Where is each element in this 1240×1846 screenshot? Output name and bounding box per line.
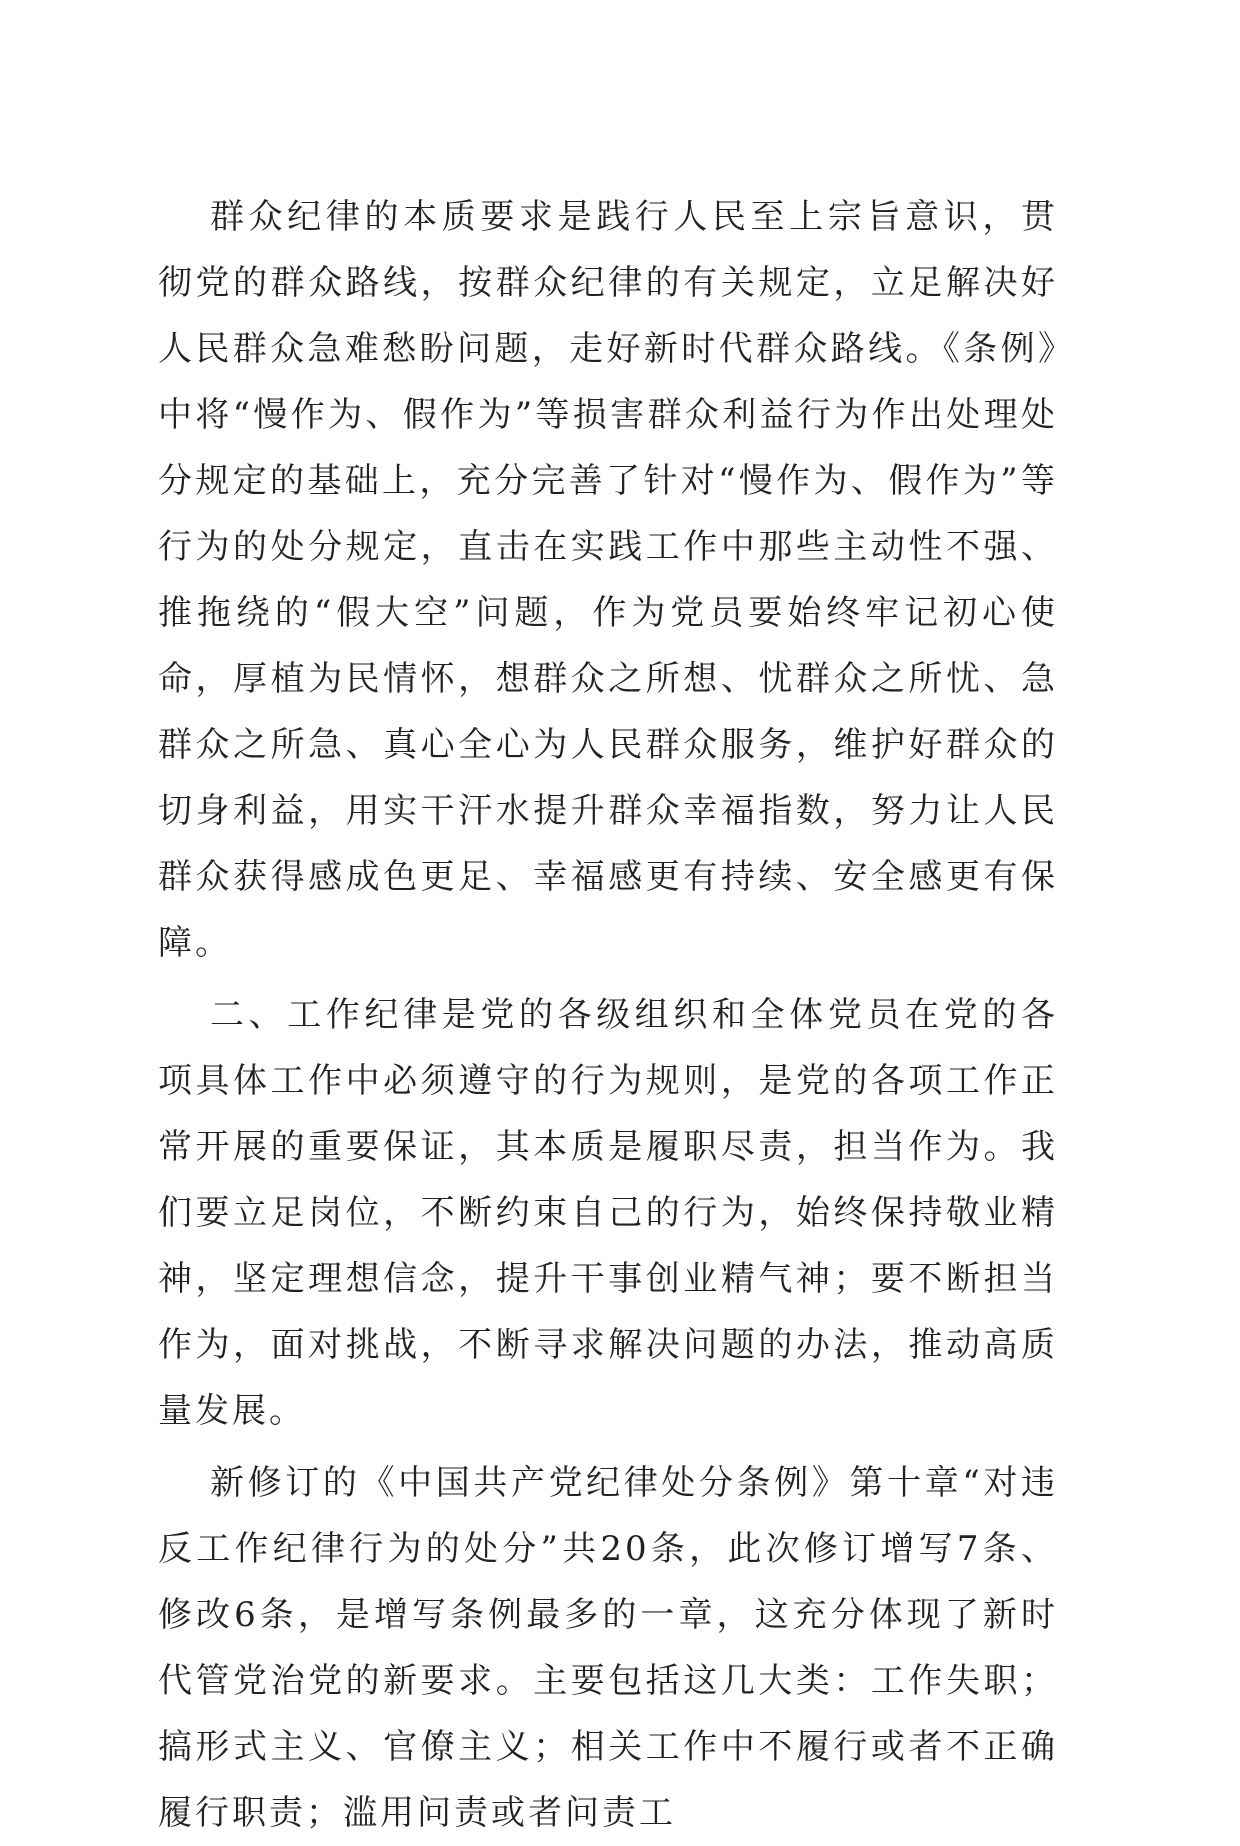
paragraph-mass-discipline: 群众纪律的本质要求是践行人民至上宗旨意识，贯彻党的群众路线，按群众纪律的有关规定，立足解决好人民群众急难愁盼问题，走好新时代群众路线。《条例》中将“慢作为、假作为”等损害群众利益行为作出处理处分规定的基础上，充分完善了针对“慢作为、假作为”等行为的处分规定，直击在实践工作中那些主动性不强、推拖绕的“假大空”问题，作为党员要始终牢记初心使命，厚植为民情怀，想群众之所想、忧群众之所忧、急群众之所急、真心全心为人民群众服务，维护好群众的切身利益，用实干汗水提升群众幸福指数，努力让人民群众获得感成色更足、幸福感更有持续、安全感更有保障。 [158,197,1058,963]
document-body [158,184,1058,1846]
paragraph-work-discipline: 二、工作纪律是党的各级组织和全体党员在党的各项具体工作中必须遵守的行为规则，是党的各项工作正常开展的重要保证，其本质是履职尽责，担当作为。我们要立足岗位，不断约束自己的行为，始终保持敬业精神，坚定理想信念，提升干事创业精气神；要不断担当作为，面对挑战，不断寻求解决问题的办法，推动高质量发展。 [158,995,1058,1431]
paragraph-revised-regulations: 新修订的《中国共产党纪律处分条例》第十章“对违反工作纪律行为的处分”共20条，此次修订增写7条、修改6条，是增写条例最多的一章，这充分体现了新时代管党治党的新要求。主要包括这几大类：工作失职；搞形式主义、官僚主义；相关工作中不履行或者不正确履行职责；滥用问责或者问责工 [158,1463,1058,1833]
